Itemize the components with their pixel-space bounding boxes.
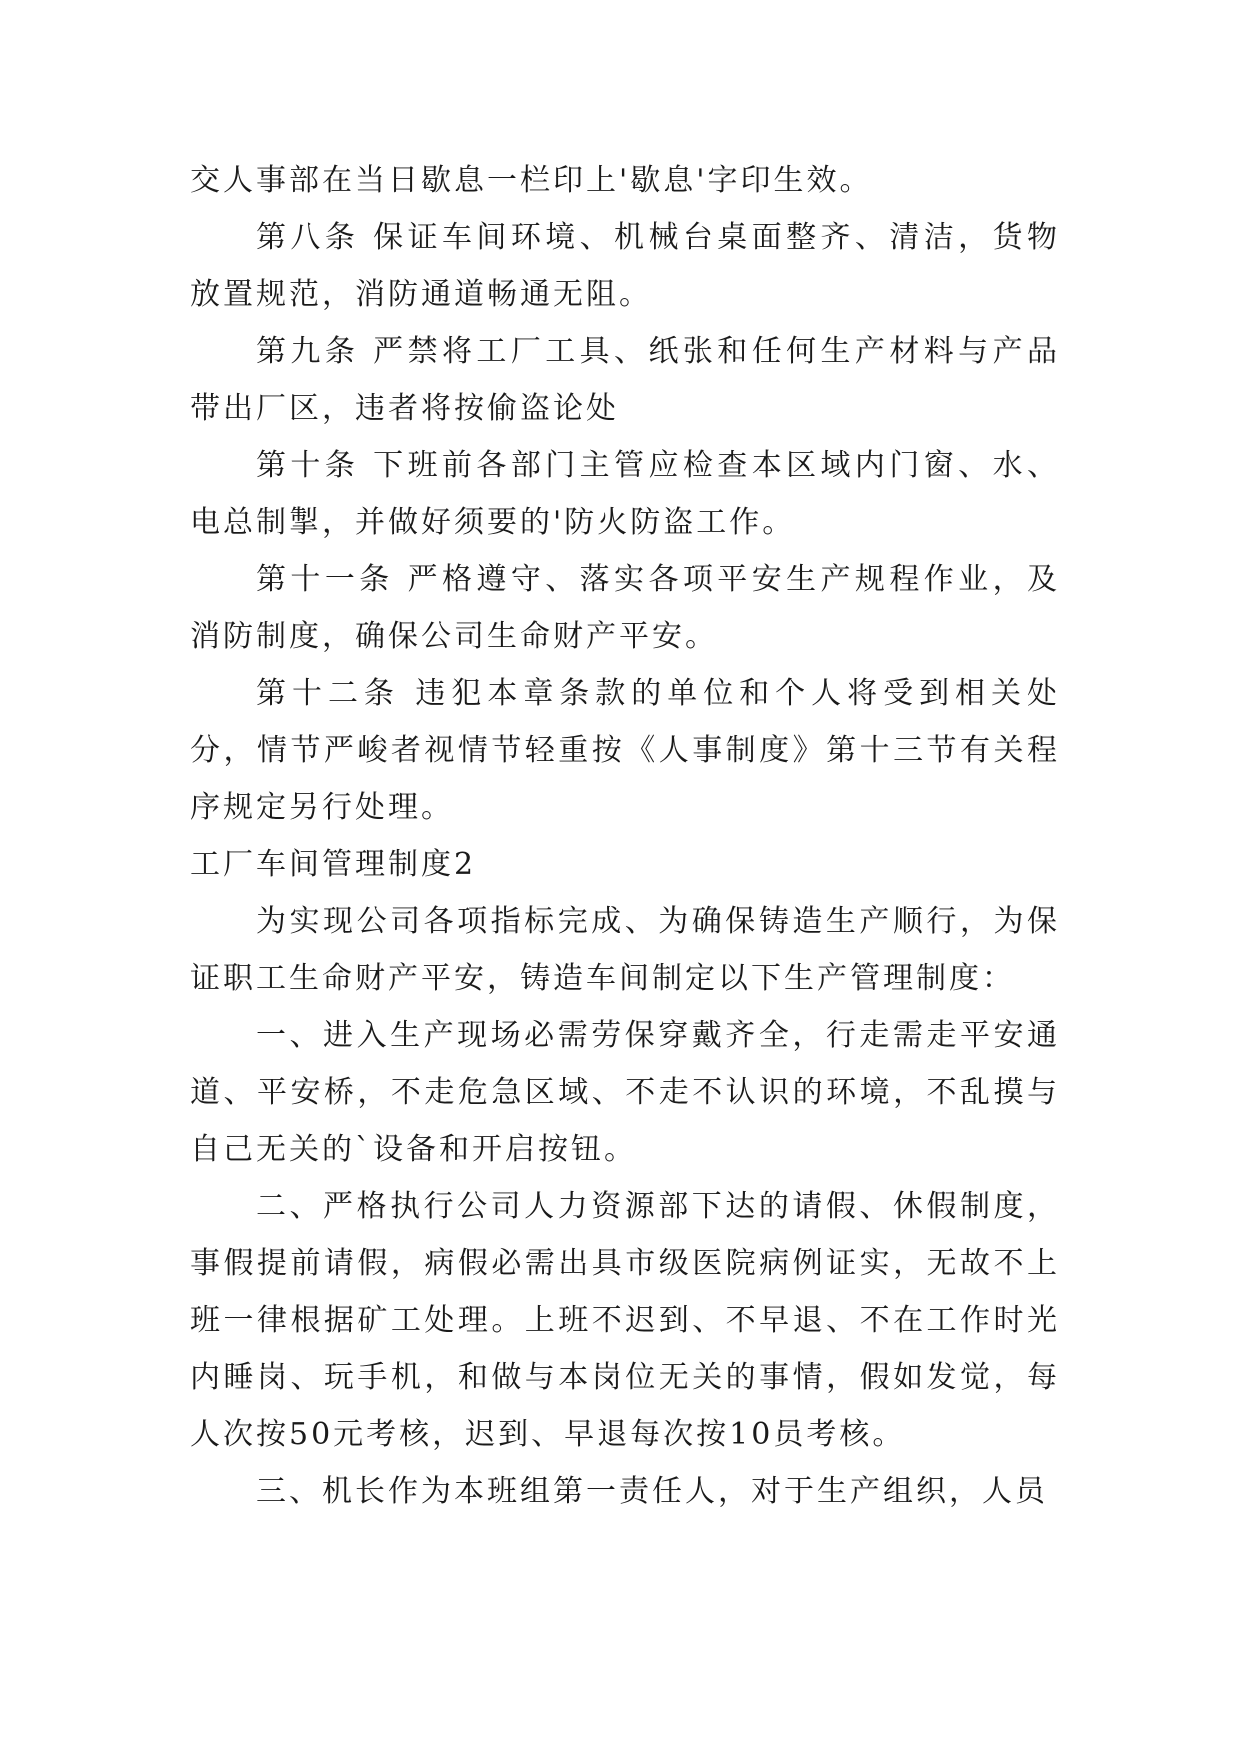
paragraph-article-9: 第九条 严禁将工厂工具、纸张和任何生产材料与产品带出厂区，违者将按偷盗论处 — [190, 334, 1060, 426]
paragraph-continuation: 交人事部在当日歇息一栏印上'歇息'字印生效。 — [190, 163, 873, 198]
section-title: 工厂车间管理制度2 — [190, 847, 477, 882]
paragraph-article-11: 第十一条 严格遵守、落实各项平安生产规程作业，及消防制度，确保公司生命财产平安。 — [190, 562, 1060, 654]
document-body — [190, 152, 1060, 1520]
paragraph-rule-1: 一、进入生产现场必需劳保穿戴齐全，行走需走平安通道、平安桥，不走危急区域、不走不认识的环境，不乱摸与自己无关的`设备和开启按钮。 — [190, 1018, 1060, 1167]
paragraph-intro: 为实现公司各项指标完成、为确保铸造生产顺行，为保证职工生命财产平安，铸造车间制定以下生产管理制度： — [190, 904, 1060, 996]
paragraph-rule-2: 二、严格执行公司人力资源部下达的请假、休假制度，事假提前请假，病假必需出具市级医院病例证实，无故不上班一律根据矿工处理。上班不迟到、不早退、不在工作时光内睡岗、玩手机，和做与本岗位无关的事情，假如发觉，每人次按50元考核，迟到、早退每次按10员考核。 — [190, 1189, 1060, 1452]
paragraph-article-10: 第十条 下班前各部门主管应检查本区域内门窗、水、电总制掣，并做好须要的'防火防盗工作。 — [190, 448, 1060, 540]
paragraph-article-12: 第十二条 违犯本章条款的单位和个人将受到相关处分，情节严峻者视情节轻重按《人事制度》第十三节有关程序规定另行处理。 — [190, 676, 1060, 825]
paragraph-article-8: 第八条 保证车间环境、机械台桌面整齐、清洁，货物放置规范，消防通道畅通无阻。 — [190, 220, 1060, 312]
paragraph-rule-3: 三、机长作为本班组第一责任人，对于生产组织，人员 — [256, 1474, 1048, 1509]
